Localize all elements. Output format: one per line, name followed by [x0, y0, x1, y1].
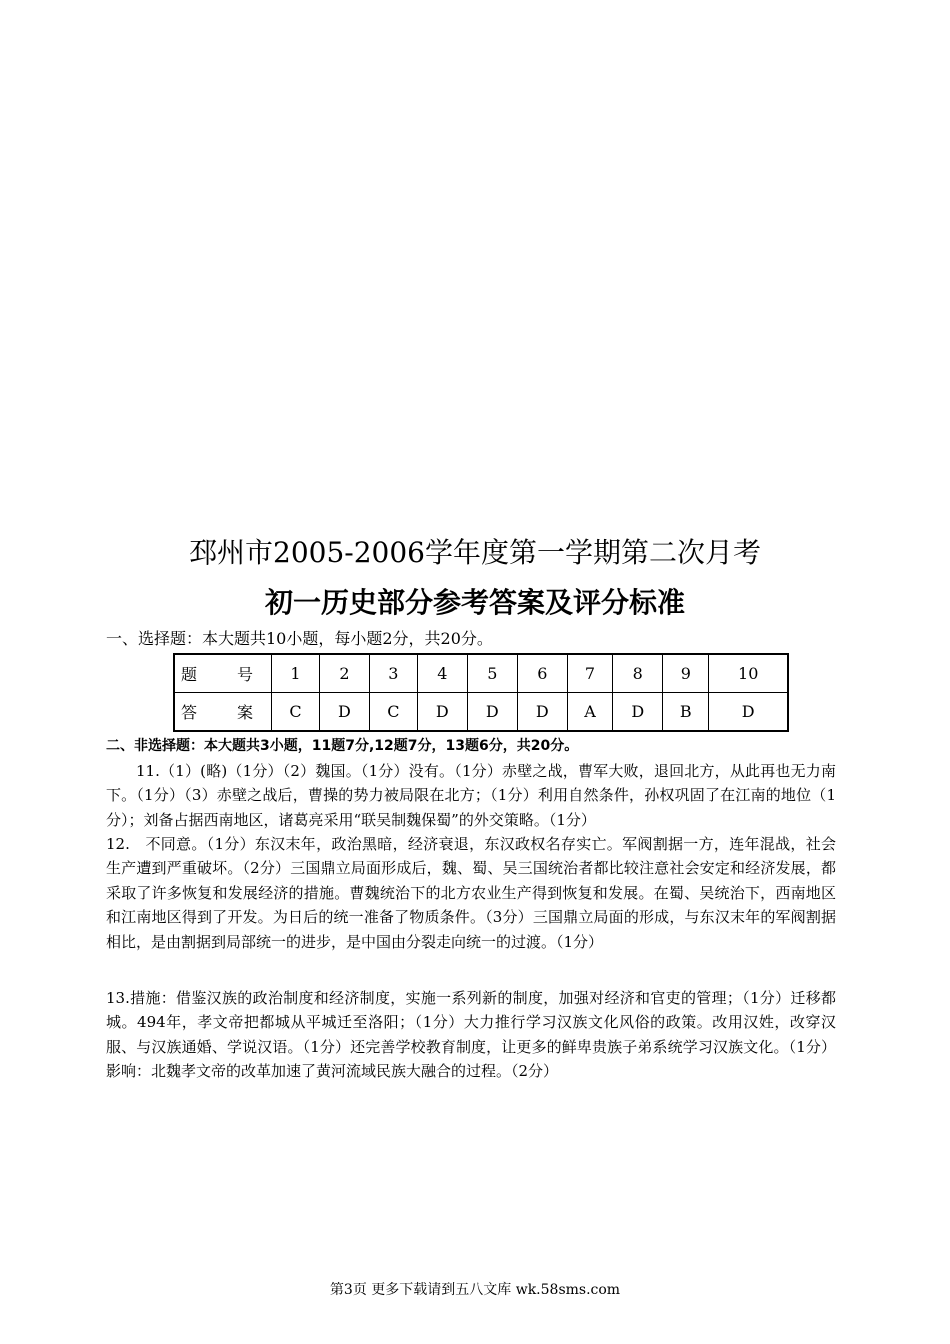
table-cell-number: 9: [663, 654, 709, 693]
answer-q12: 12. 不同意。（1分）东汉末年，政治黑暗，经济衰退，东汉政权名存实亡。军阀割据一方，连年混战，社会生产遭到严重破坏。（2分）三国鼎立局面形成后，魏、蜀、吴三国统治者都比较注意社会安定和经济发展，都采取了许多恢复和发展经济的措施。曹魏统治下的北方农业生产得到恢复和发展。在蜀、吴统治下，西南地区和江南地区得到了开发。为日后的统一准备了物质条件。（3分）三国鼎立局面的形成，与东汉末年的军阀割据相比，是由割据到局部统一的进步，是中国由分裂走向统一的过渡。（1分）: [106, 835, 836, 951]
answer-q11: 11.（1）(略)（1分）（2）魏国。（1分）没有。（1分）赤壁之战，曹军大败，退回北方，从此再也无力南下。（1分）（3）赤壁之战后，曹操的势力被局限在北方；（1分）利用自然条件，孙权巩固了在江南的地位（1分）；刘备占据西南地区，诸葛亮采用“联吴制魏保蜀”的外交策略。（1分）: [106, 762, 836, 829]
row-label-answer: 答 案: [174, 693, 272, 732]
page-footer: 第3页 更多下载请到五八文库 wk.58sms.com: [329, 1282, 621, 1298]
table-cell-answer: D: [709, 693, 788, 732]
table-cell-number: 2: [319, 654, 369, 693]
table-row-answers: [174, 693, 788, 732]
table-cell-number: 6: [517, 654, 567, 693]
document-subtitle: 初一历史部分参考答案及评分标准: [264, 586, 685, 619]
answer-q13: 13.措施：借鉴汉族的政治制度和经济制度，实施一系列新的制度，加强对经济和官吏的管理；（1分）迁移都城。494年，孝文帝把都城从平城迁至洛阳；（1分）大力推行学习汉族文化风俗的政策。改用汉姓，改穿汉服、与汉族通婚、学说汉语。（1分）还完善学校教育制度，让更多的鲜卑贵族子弟系统学习汉族文化。（1分）影响：北魏孝文帝的改革加速了黄河流域民族大融合的过程。（2分）: [106, 989, 836, 1081]
row-label-number: 题 号: [174, 654, 272, 693]
table-cell-answer: D: [417, 693, 467, 732]
table-cell-answer: D: [613, 693, 663, 732]
table-cell-number: 7: [567, 654, 612, 693]
table-cell-number: 5: [467, 654, 517, 693]
table-cell-number: 4: [417, 654, 467, 693]
table-cell-number: 10: [709, 654, 788, 693]
table-cell-answer: A: [567, 693, 612, 732]
table-cell-answer: B: [663, 693, 709, 732]
table-cell-answer: D: [319, 693, 369, 732]
table-cell-answer: D: [467, 693, 517, 732]
table-cell-answer: C: [272, 693, 320, 732]
section-1-heading: 一、选择题：本大题共10小题，每小题2分，共20分。: [106, 629, 493, 648]
document-title: 邳州市2005-2006学年度第一学期第二次月考: [189, 536, 761, 569]
section-2-heading: 二、非选择题：本大题共3小题，11题7分,12题7分，13题6分，共20分。: [106, 738, 579, 754]
answer-table: [173, 653, 789, 732]
table-cell-number: 8: [613, 654, 663, 693]
table-cell-answer: D: [517, 693, 567, 732]
table-cell-answer: C: [369, 693, 417, 732]
table-cell-number: 1: [272, 654, 320, 693]
table-cell-number: 3: [369, 654, 417, 693]
table-row-numbers: [174, 654, 788, 693]
